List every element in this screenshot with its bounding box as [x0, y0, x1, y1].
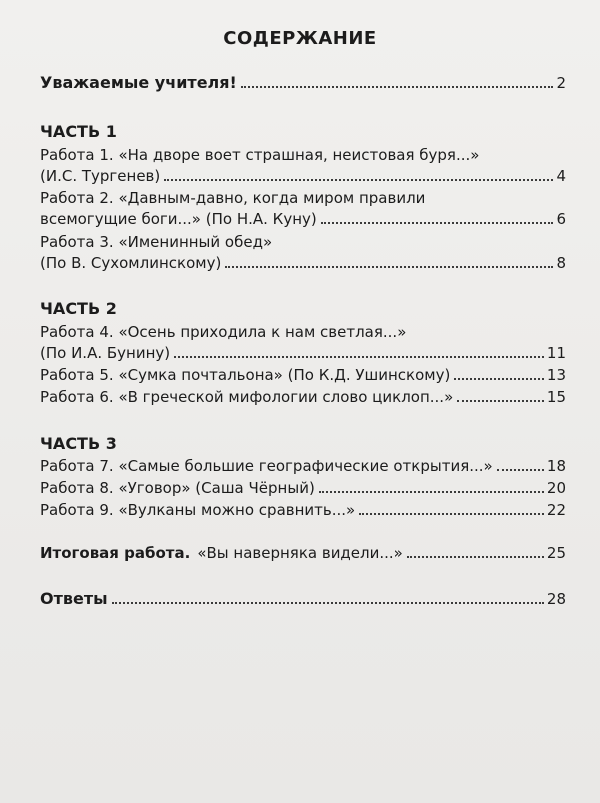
toc-page-number: 13: [546, 366, 566, 384]
toc-entry-text[interactable]: Работа 3. «Именинный обед»: [40, 233, 273, 251]
toc-entry-8[interactable]: [40, 477, 566, 499]
toc-label: (По В. Сухомлинскому): [40, 254, 222, 272]
toc-entry-5[interactable]: [40, 364, 566, 386]
toc-page-number: 11: [546, 344, 566, 362]
toc-page-number: 4: [556, 167, 566, 185]
toc-page-number: 8: [556, 254, 566, 272]
toc-label: Ответы: [40, 589, 108, 608]
part-heading-3: ЧАСТЬ 3: [40, 434, 117, 453]
toc-entry-final-work[interactable]: [40, 542, 566, 564]
dot-leader: [359, 513, 544, 515]
toc-label: Уважаемые учителя!: [40, 73, 237, 92]
dot-leader: [241, 86, 554, 88]
dot-leader: [174, 356, 544, 358]
dot-leader: [457, 400, 544, 402]
toc-label: Работа 7. «Самые большие географические открытия...»: [40, 457, 493, 475]
toc-entry-1[interactable]: [40, 165, 566, 187]
dot-leader: [319, 491, 544, 493]
toc-entry-text[interactable]: Работа 2. «Давным-давно, когда миром правили: [40, 189, 426, 207]
toc-page-number: 2: [556, 74, 566, 92]
dot-leader: [112, 602, 544, 604]
dot-leader: [407, 556, 544, 558]
toc-label: (И.С. Тургенев): [40, 167, 161, 185]
toc-page-number: 18: [546, 457, 566, 475]
toc-page-number: 15: [546, 388, 566, 406]
toc-page-number: 20: [546, 479, 566, 497]
toc-label: Работа 8. «Уговор» (Саша Чёрный): [40, 479, 315, 497]
toc-entry-7[interactable]: [40, 455, 566, 477]
toc-label: (По И.А. Бунину): [40, 344, 171, 362]
toc-page-number: 22: [546, 501, 566, 519]
toc-label: «Вы наверняка видели...»: [197, 544, 403, 562]
toc-entry-4[interactable]: [40, 342, 566, 364]
dot-leader: [454, 378, 544, 380]
toc-entry-6[interactable]: [40, 386, 566, 408]
toc-page-number: 25: [546, 544, 566, 562]
toc-entry-3[interactable]: [40, 252, 566, 274]
toc-entry-text[interactable]: Работа 4. «Осень приходила к нам светлая...»: [40, 323, 407, 341]
toc-label: Работа 5. «Сумка почтальона» (По К.Д. Ушинскому): [40, 366, 451, 384]
dot-leader: [321, 222, 554, 224]
toc-label-bold: Итоговая работа.: [40, 544, 191, 562]
page-title: СОДЕРЖАНИЕ: [223, 28, 377, 49]
dot-leader: [164, 179, 553, 181]
toc-label: Работа 6. «В греческой мифологии слово циклоп...»: [40, 388, 454, 406]
toc-entry-2[interactable]: [40, 208, 566, 230]
toc-label: всемогущие боги...» (По Н.А. Куну): [40, 210, 317, 228]
toc-entry-answers[interactable]: [40, 588, 566, 610]
part-heading-2: ЧАСТЬ 2: [40, 299, 117, 318]
dot-leader: [225, 266, 553, 268]
toc-entry-text[interactable]: Работа 1. «На дворе воет страшная, неистовая буря...»: [40, 146, 480, 164]
toc-entry-intro[interactable]: [40, 72, 566, 94]
dot-leader: [497, 469, 544, 471]
toc-label: Работа 9. «Вулканы можно сравнить...»: [40, 501, 356, 519]
toc-page-number: 6: [556, 210, 566, 228]
toc-entry-9[interactable]: [40, 499, 566, 521]
toc-page-number: 28: [546, 590, 566, 608]
part-heading-1: ЧАСТЬ 1: [40, 122, 117, 141]
